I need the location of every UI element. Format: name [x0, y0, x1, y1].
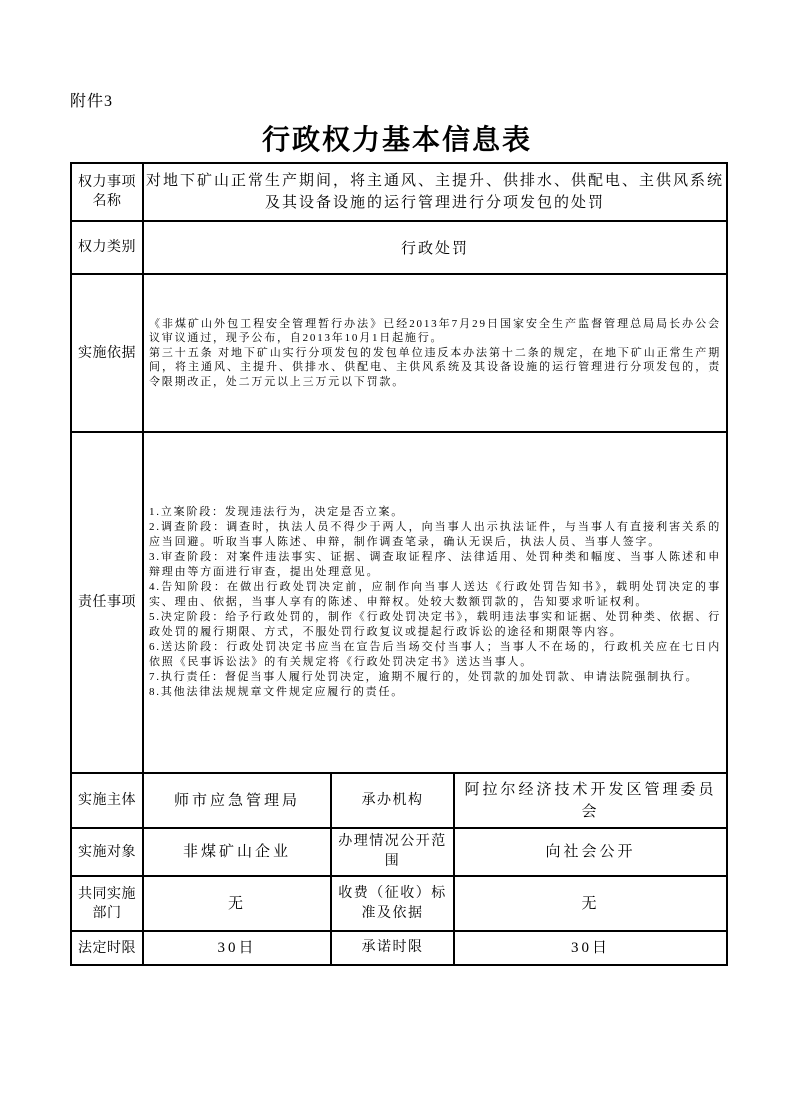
basis-value	[144, 275, 726, 431]
fee-label: 收费（征收）标准及依据	[332, 877, 455, 930]
legal-limit-value: 30日	[144, 932, 332, 964]
duty-item: 5.决定阶段：给予行政处罚的，制作《行政处罚决定书》，载明违法事实和证据、处罚种类、依据、行政处罚的履行期限、方式，不服处罚行政复议或提起行政诉讼的途径和期限等内容。	[149, 611, 721, 638]
basis-paragraph: 《非煤矿山外包工程安全管理暂行办法》已经2013年7月29日国家安全生产监督管理总局局长办公会议审议通过，现予公布，自2013年10月1日起施行。	[149, 317, 721, 345]
duty-item: 4.告知阶段：在做出行政处罚决定前，应制作向当事人送达《行政处罚告知书》，载明处罚决定的事实、理由、依据，当事人享有的陈述、申辩权。处较大数额罚款的，告知要求听证权利。	[149, 581, 721, 608]
promised-limit-value: 30日	[570, 940, 610, 956]
disclosure-value: 向社会公开	[545, 844, 636, 860]
promised-limit-label: 承诺时限	[332, 932, 455, 964]
attachment-label: 附件3	[70, 93, 114, 110]
power-category-label: 权力类别	[72, 222, 144, 273]
implementer-value: 师市应急管理局	[144, 774, 332, 827]
handler-label: 承办机构	[332, 774, 455, 827]
table-row-power-name	[72, 164, 726, 222]
duty-item: 3.审查阶段：对案件违法事实、证据、调查取证程序、法律适用、处罚种类和幅度、当事人陈述和申辩理由等方面进行审查，提出处理意见。	[149, 551, 721, 578]
power-category-value: 行政处罚	[400, 241, 469, 257]
table-row-basis	[72, 275, 726, 433]
power-name-label: 权力事项名称	[72, 164, 144, 220]
page-title: 行政权力基本信息表	[261, 125, 532, 156]
duty-item: 2.调查阶段：调查时，执法人员不得少于两人，向当事人出示执法证件，与当事人有直接利害关系的应当回避。听取当事人陈述、申辩，制作调查笔录，确认无误后，执法人员、当事人签字。	[149, 521, 721, 548]
legal-limit-label: 法定时限	[72, 932, 144, 964]
duty-item: 6.送达阶段：行政处罚决定书应当在宣告后当场交付当事人；当事人不在场的，行政机关应在七日内依照《民事诉讼法》的有关规定将《行政处罚决定书》送达当事人。	[149, 641, 721, 668]
target-value: 非煤矿山企业	[144, 829, 332, 875]
table-row-implementer	[72, 774, 726, 829]
table-row-power-category	[72, 222, 726, 275]
fee-value: 无	[581, 895, 600, 912]
duty-item: 1.立案阶段：发现违法行为，决定是否立案。	[149, 506, 405, 518]
implementer-label: 实施主体	[72, 774, 144, 827]
disclosure-label: 办理情况公开范围	[332, 829, 455, 875]
handler-value: 阿拉尔经济技术开发区管理委员会	[464, 781, 717, 820]
target-label: 实施对象	[72, 829, 144, 875]
table-row-target	[72, 829, 726, 877]
basis-paragraph: 第三十五条 对地下矿山实行分项发包的发包单位违反本办法第十二条的规定，在地下矿山正常生产期间，将主通风、主提升、供排水、供配电、主供风系统及其设备设施的运行管理进行分项发包的，责令限期改正，处二万元以上三万元以下罚款。	[149, 346, 721, 388]
duty-item: 8.其他法律法规规章文件规定应履行的责任。	[149, 686, 405, 698]
table-row-joint-dept	[72, 877, 726, 932]
table-row-duty	[72, 433, 726, 774]
basis-label: 实施依据	[72, 275, 144, 431]
table-row-time-limit	[72, 932, 726, 964]
duty-label: 责任事项	[72, 433, 144, 772]
info-table	[70, 162, 728, 966]
joint-dept-label: 共同实施部门	[72, 877, 144, 930]
duty-value	[144, 433, 726, 772]
joint-dept-value: 无	[144, 877, 332, 930]
duty-item: 7.执行责任：督促当事人履行处罚决定，逾期不履行的，处罚款的加处罚款、申请法院强制执行。	[149, 671, 699, 683]
power-name-value: 对地下矿山正常生产期间，将主通风、主提升、供排水、供配电、主供风系统及其设备设施的运行管理进行分项发包的处罚	[146, 173, 725, 211]
